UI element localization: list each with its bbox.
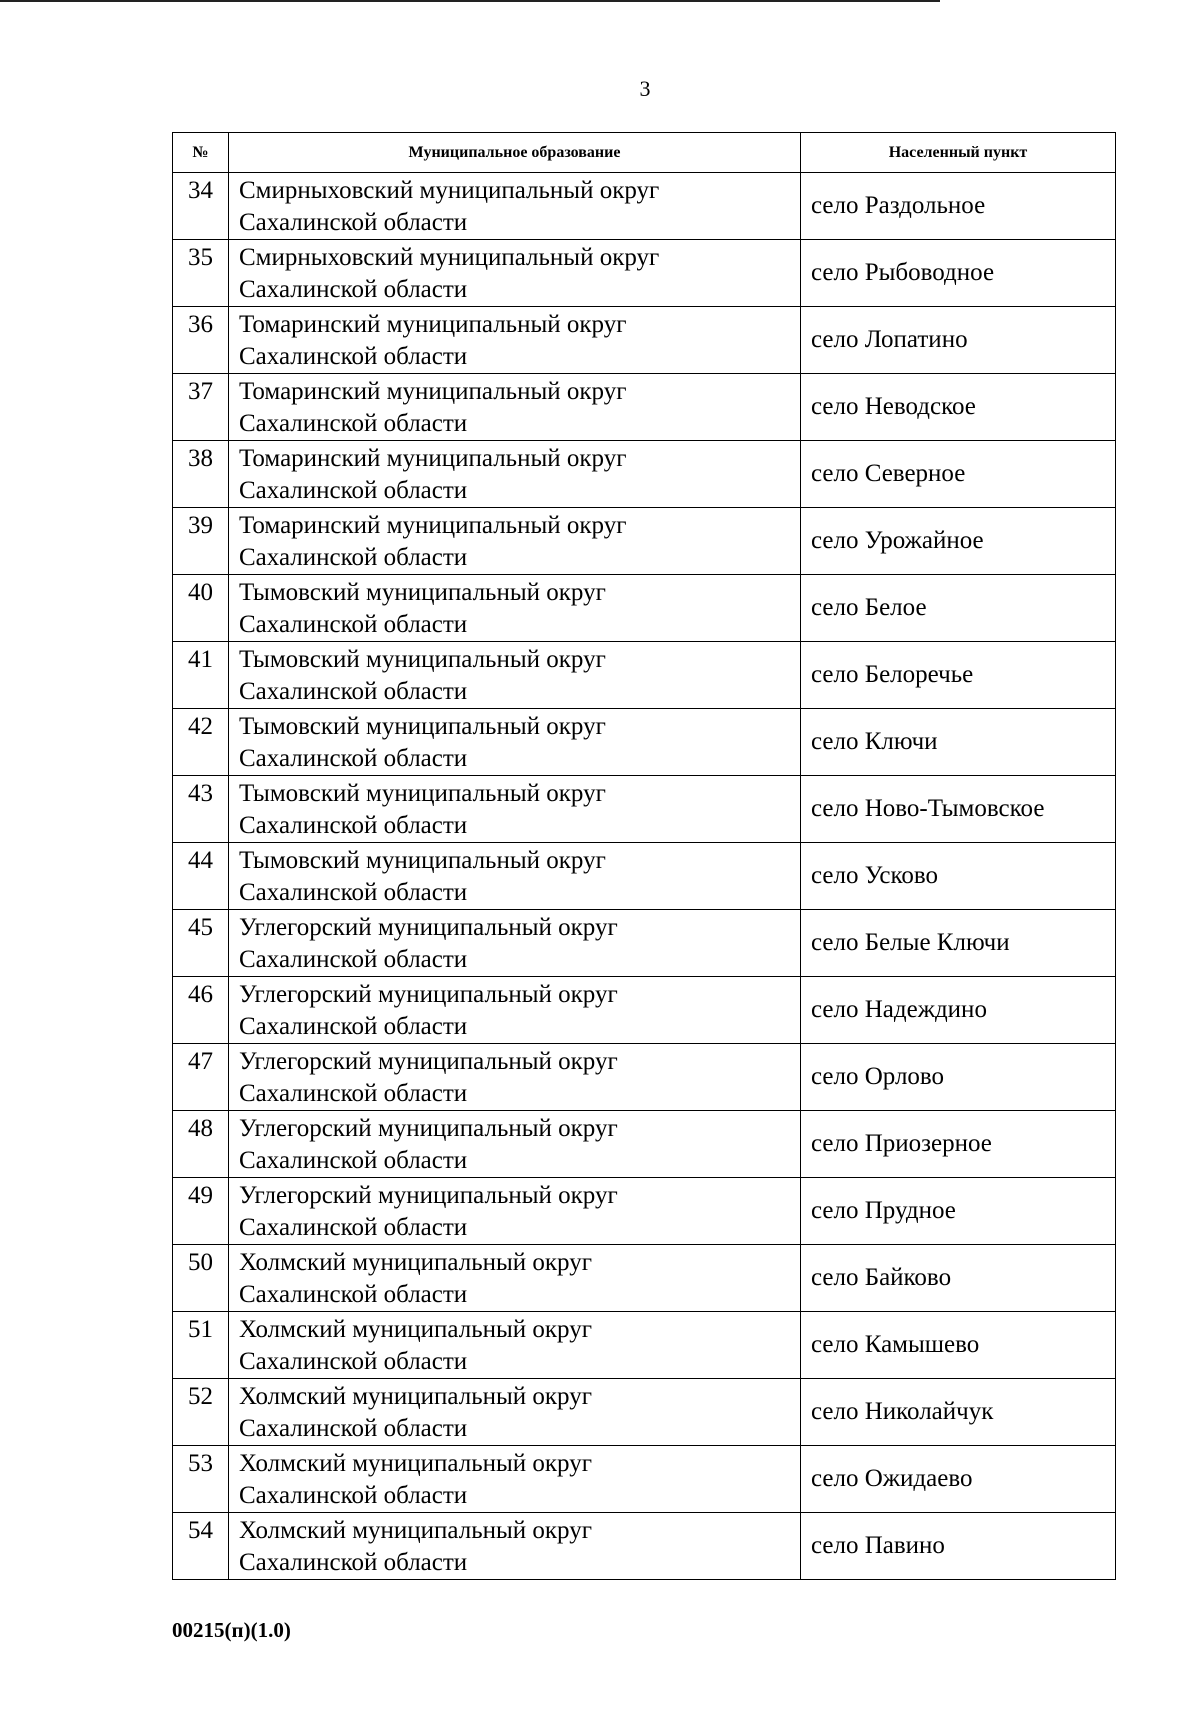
table-row — [173, 441, 1116, 508]
municipality-cell — [229, 709, 801, 776]
settlement-cell: село Байково — [801, 1245, 1116, 1312]
municipality-name: Холмский муниципальный округ — [239, 1517, 592, 1544]
municipality-name: Холмский муниципальный округ — [239, 1383, 592, 1410]
table-row — [173, 776, 1116, 843]
municipality-region: Сахалинской области — [239, 1549, 468, 1576]
municipality-name: Холмский муниципальный округ — [239, 1450, 592, 1477]
table-row — [173, 374, 1116, 441]
municipality-cell — [229, 1312, 801, 1379]
row-number: 54 — [173, 1513, 229, 1580]
row-number: 44 — [173, 843, 229, 910]
settlement-cell: село Белое — [801, 575, 1116, 642]
municipality-region: Сахалинской области — [239, 1013, 468, 1040]
row-number: 40 — [173, 575, 229, 642]
table-header-row — [173, 133, 1116, 173]
settlement-cell: село Лопатино — [801, 307, 1116, 374]
municipality-name: Томаринский муниципальный округ — [239, 512, 627, 539]
municipality-cell — [229, 910, 801, 977]
municipality-cell — [229, 508, 801, 575]
table-row — [173, 1446, 1116, 1513]
document-code: 00215(п)(1.0) — [172, 1618, 291, 1642]
municipality-name: Смирныховский муниципальный округ — [239, 177, 660, 204]
scan-top-edge — [0, 0, 940, 2]
table-row — [173, 1379, 1116, 1446]
municipality-cell — [229, 642, 801, 709]
municipality-cell — [229, 843, 801, 910]
municipality-region: Сахалинской области — [239, 410, 468, 437]
municipality-name: Тымовский муниципальный округ — [239, 579, 606, 606]
municipality-cell — [229, 173, 801, 240]
row-number: 50 — [173, 1245, 229, 1312]
row-number: 47 — [173, 1044, 229, 1111]
settlement-cell: село Белоречье — [801, 642, 1116, 709]
municipality-name: Томаринский муниципальный округ — [239, 445, 627, 472]
municipality-name: Углегорский муниципальный округ — [239, 981, 618, 1008]
municipality-region: Сахалинской области — [239, 1080, 468, 1107]
municipality-cell — [229, 1044, 801, 1111]
municipality-region: Сахалинской области — [239, 946, 468, 973]
row-number: 51 — [173, 1312, 229, 1379]
municipality-name: Углегорский муниципальный округ — [239, 1115, 618, 1142]
settlement-cell: село Урожайное — [801, 508, 1116, 575]
row-number: 46 — [173, 977, 229, 1044]
page-number: 3 — [639, 76, 651, 101]
table-row — [173, 1245, 1116, 1312]
settlement-cell: село Ново-Тымовское — [801, 776, 1116, 843]
header-municipality: Муниципальное образование — [229, 133, 801, 173]
table-row — [173, 843, 1116, 910]
row-number: 42 — [173, 709, 229, 776]
settlement-cell: село Рыбоводное — [801, 240, 1116, 307]
table-row — [173, 1513, 1116, 1580]
row-number: 41 — [173, 642, 229, 709]
table-row — [173, 1111, 1116, 1178]
settlement-cell: село Усково — [801, 843, 1116, 910]
table-row — [173, 1312, 1116, 1379]
row-number: 34 — [173, 173, 229, 240]
municipality-region: Сахалинской области — [239, 1482, 468, 1509]
settlement-cell: село Северное — [801, 441, 1116, 508]
municipality-name: Смирныховский муниципальный округ — [239, 244, 660, 271]
municipality-region: Сахалинской области — [239, 1415, 468, 1442]
municipality-region: Сахалинской области — [239, 544, 468, 571]
row-number: 49 — [173, 1178, 229, 1245]
municipality-name: Тымовский муниципальный округ — [239, 847, 606, 874]
municipality-name: Углегорский муниципальный округ — [239, 1048, 618, 1075]
municipality-region: Сахалинской области — [239, 1147, 468, 1174]
row-number: 52 — [173, 1379, 229, 1446]
settlement-cell: село Надеждино — [801, 977, 1116, 1044]
row-number: 39 — [173, 508, 229, 575]
row-number: 53 — [173, 1446, 229, 1513]
municipality-cell — [229, 374, 801, 441]
table-row — [173, 1178, 1116, 1245]
settlement-cell: село Орлово — [801, 1044, 1116, 1111]
municipality-region: Сахалинской области — [239, 209, 468, 236]
settlements-table — [172, 132, 1116, 1580]
municipality-cell — [229, 1111, 801, 1178]
municipality-cell — [229, 776, 801, 843]
municipality-name: Тымовский муниципальный округ — [239, 713, 606, 740]
municipality-name: Холмский муниципальный округ — [239, 1249, 592, 1276]
row-number: 36 — [173, 307, 229, 374]
municipality-name: Холмский муниципальный округ — [239, 1316, 592, 1343]
municipality-cell — [229, 441, 801, 508]
row-number: 43 — [173, 776, 229, 843]
municipality-cell — [229, 1513, 801, 1580]
settlement-cell: село Ключи — [801, 709, 1116, 776]
row-number: 45 — [173, 910, 229, 977]
table-body — [173, 173, 1116, 1580]
table-row — [173, 508, 1116, 575]
row-number: 38 — [173, 441, 229, 508]
row-number: 37 — [173, 374, 229, 441]
row-number: 48 — [173, 1111, 229, 1178]
municipality-region: Сахалинской области — [239, 1281, 468, 1308]
table-row — [173, 642, 1116, 709]
municipality-region: Сахалинской области — [239, 812, 468, 839]
settlement-cell: село Белые Ключи — [801, 910, 1116, 977]
municipality-region: Сахалинской области — [239, 1214, 468, 1241]
municipality-region: Сахалинской области — [239, 678, 468, 705]
settlement-cell: село Ожидаево — [801, 1446, 1116, 1513]
table-row — [173, 709, 1116, 776]
municipality-cell — [229, 240, 801, 307]
table-row — [173, 910, 1116, 977]
municipality-name: Углегорский муниципальный округ — [239, 1182, 618, 1209]
header-settlement: Населенный пункт — [801, 133, 1116, 173]
table-row — [173, 307, 1116, 374]
settlement-cell: село Неводское — [801, 374, 1116, 441]
settlement-cell: село Раздольное — [801, 173, 1116, 240]
municipality-region: Сахалинской области — [239, 343, 468, 370]
municipality-region: Сахалинской области — [239, 879, 468, 906]
table-row — [173, 1044, 1116, 1111]
municipality-cell — [229, 307, 801, 374]
municipality-name: Углегорский муниципальный округ — [239, 914, 618, 941]
municipality-cell — [229, 1245, 801, 1312]
municipality-name: Томаринский муниципальный округ — [239, 378, 627, 405]
settlement-cell: село Прудное — [801, 1178, 1116, 1245]
municipality-cell — [229, 1379, 801, 1446]
table-row — [173, 173, 1116, 240]
municipality-region: Сахалинской области — [239, 745, 468, 772]
municipality-region: Сахалинской области — [239, 611, 468, 638]
municipality-region: Сахалинской области — [239, 276, 468, 303]
table-row — [173, 575, 1116, 642]
row-number: 35 — [173, 240, 229, 307]
municipality-region: Сахалинской области — [239, 1348, 468, 1375]
municipality-name: Томаринский муниципальный округ — [239, 311, 627, 338]
table-row — [173, 240, 1116, 307]
header-number: № — [173, 133, 229, 173]
settlement-cell: село Камышево — [801, 1312, 1116, 1379]
municipality-name: Тымовский муниципальный округ — [239, 646, 606, 673]
municipality-region: Сахалинской области — [239, 477, 468, 504]
settlement-cell: село Павино — [801, 1513, 1116, 1580]
municipality-name: Тымовский муниципальный округ — [239, 780, 606, 807]
municipality-cell — [229, 575, 801, 642]
settlement-cell: село Николайчук — [801, 1379, 1116, 1446]
municipality-cell — [229, 977, 801, 1044]
table-row — [173, 977, 1116, 1044]
municipality-cell — [229, 1178, 801, 1245]
settlement-cell: село Приозерное — [801, 1111, 1116, 1178]
municipality-cell — [229, 1446, 801, 1513]
